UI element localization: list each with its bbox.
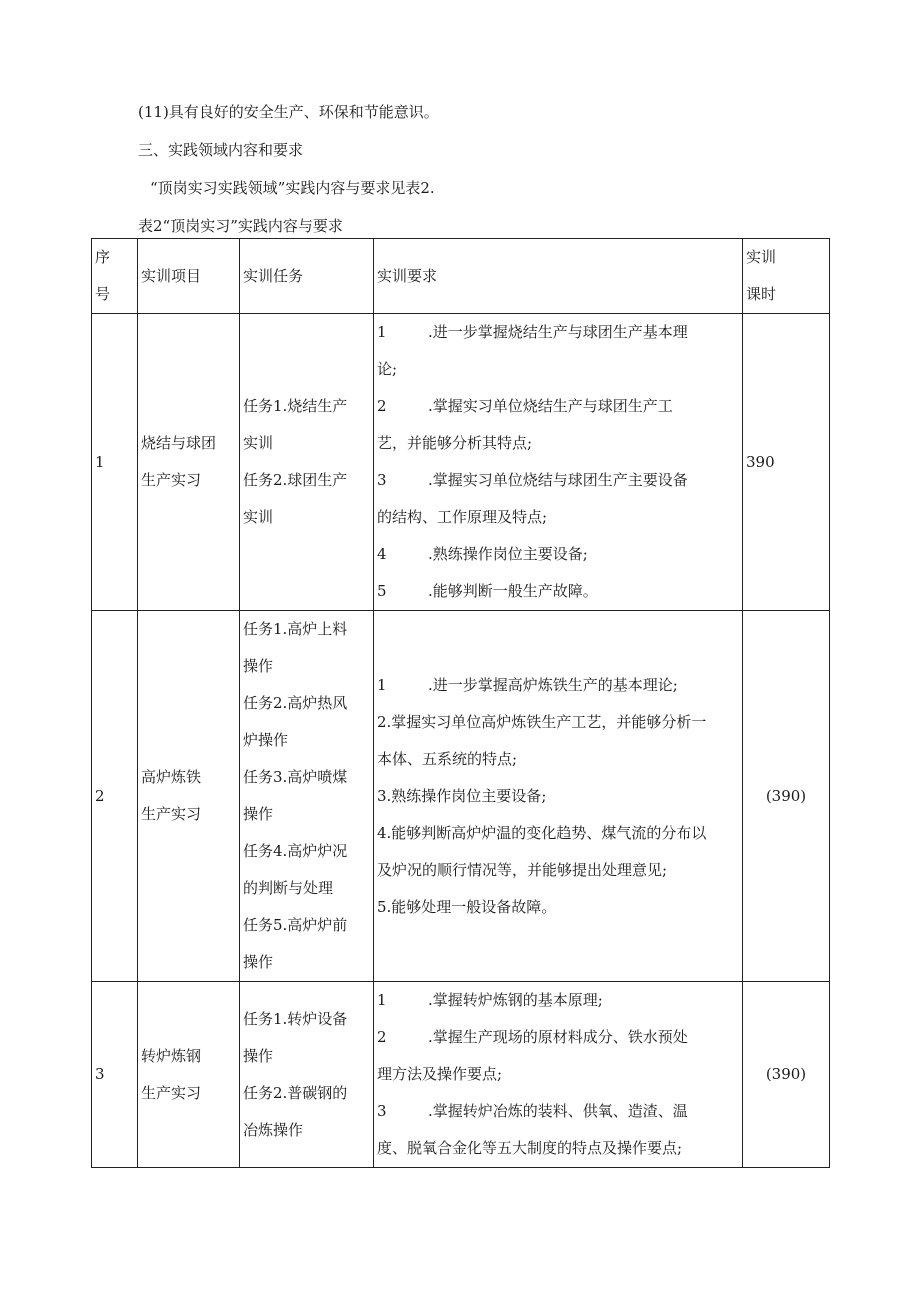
requirement-number: 1 — [377, 323, 387, 341]
table-row — [92, 314, 830, 611]
requirement-line — [377, 815, 742, 852]
requirement-line — [377, 1019, 742, 1056]
requirement-text: .掌握转炉炼钢的基本原理; — [428, 991, 603, 1009]
requirement-line — [377, 1056, 742, 1093]
requirement-line — [377, 778, 742, 815]
requirement-line — [377, 573, 742, 610]
cell-project: 转炉炼钢 生产实习 — [138, 982, 240, 1168]
requirement-text: 艺，并能够分析其特点; — [377, 434, 533, 452]
cell-hours: (390) — [743, 611, 830, 982]
requirement-line — [377, 351, 742, 388]
requirement-text: 2.掌握实习单位高炉炼铁生产工艺，并能够分析一 — [377, 712, 707, 731]
cell-task: 任务1.烧结生产 实训 任务2.球团生产 实训 — [240, 314, 374, 611]
requirement-text: .掌握转炉冶炼的装料、供氧、造渣、温 — [428, 1102, 688, 1120]
requirement-text: .掌握实习单位烧结与球团生产主要设备 — [428, 471, 688, 489]
cell-seq: 3 — [92, 982, 138, 1168]
header-task: 实训任务 — [240, 239, 374, 314]
requirement-line — [377, 499, 742, 536]
requirement-text: 5.能够处理一般设备故障。 — [377, 897, 557, 916]
requirement-number: 3 — [377, 471, 387, 489]
requirement-text: .熟练操作岗位主要设备; — [428, 545, 588, 563]
header-seq: 序 号 — [92, 239, 138, 314]
requirement-text: 度、脱氧合金化等五大制度的特点及操作要点; — [377, 1139, 683, 1157]
table-caption: 表2“顶岗实习”实践内容与要求 — [138, 217, 343, 235]
requirement-text: .进一步掌握烧结生产与球团生产基本理 — [428, 323, 688, 341]
requirement-line — [377, 1130, 742, 1167]
requirement-text: 论; — [377, 360, 398, 378]
requirement-number: 3 — [377, 1102, 387, 1120]
cell-seq: 2 — [92, 611, 138, 982]
cell-requirement — [374, 314, 743, 611]
table-header-row — [92, 239, 830, 314]
practice-content-table — [91, 238, 830, 1168]
cell-seq: 1 — [92, 314, 138, 611]
requirement-line — [377, 667, 742, 704]
header-project: 实训项目 — [138, 239, 240, 314]
requirement-number: 2 — [377, 397, 387, 415]
requirement-line — [377, 1093, 742, 1130]
paragraph-safety-awareness: (11)具有良好的安全生产、环保和节能意识。 — [138, 103, 439, 121]
requirement-line — [377, 982, 742, 1019]
requirement-text: 及炉况的顺行情况等，并能够提出处理意见; — [377, 860, 668, 879]
requirement-line — [377, 741, 742, 778]
requirement-line — [377, 704, 742, 741]
cell-hours: (390) — [743, 982, 830, 1168]
requirement-number: 1 — [377, 675, 387, 694]
requirement-text: 理方法及操作要点; — [377, 1065, 503, 1083]
requirement-line — [377, 314, 742, 351]
requirement-line — [377, 388, 742, 425]
table-row — [92, 611, 830, 982]
requirement-text: .掌握生产现场的原材料成分、铁水预处 — [428, 1028, 688, 1046]
paragraph-intro: “顶岗实习实践领域”实践内容与要求见表2. — [150, 179, 435, 197]
cell-requirement — [374, 611, 743, 982]
cell-hours: 390 — [743, 314, 830, 611]
requirement-line — [377, 889, 742, 926]
requirement-text: 的结构、工作原理及特点; — [377, 508, 548, 526]
cell-task: 任务1.高炉上料 操作 任务2.高炉热风 炉操作 任务3.高炉喷煤 操作 任务4.高炉炉况 的判断与处理 任务5.高炉炉前 操作 — [240, 611, 374, 982]
requirement-number: 5 — [377, 582, 387, 600]
requirement-text: .进一步掌握高炉炼铁生产的基本理论; — [428, 675, 678, 694]
header-requirement: 实训要求 — [374, 239, 743, 314]
requirement-text: 4.能够判断高炉炉温的变化趋势、煤气流的分布以 — [377, 823, 707, 842]
requirement-number: 1 — [377, 991, 387, 1009]
requirement-line — [377, 462, 742, 499]
cell-project: 高炉炼铁 生产实习 — [138, 611, 240, 982]
cell-task: 任务1.转炉设备 操作 任务2.普碳钢的 冶炼操作 — [240, 982, 374, 1168]
cell-requirement — [374, 982, 743, 1168]
requirement-line — [377, 425, 742, 462]
requirement-text: 3.熟练操作岗位主要设备; — [377, 786, 547, 805]
requirement-text: .掌握实习单位烧结生产与球团生产工 — [428, 397, 673, 415]
table-row — [92, 982, 830, 1168]
requirement-number: 2 — [377, 1028, 387, 1046]
requirement-number: 4 — [377, 545, 387, 563]
header-hours: 实训 课时 — [743, 239, 830, 314]
requirement-text: 本体、五系统的特点; — [377, 749, 518, 768]
cell-project: 烧结与球团 生产实习 — [138, 314, 240, 611]
section-heading: 三、实践领域内容和要求 — [138, 141, 304, 159]
requirement-line — [377, 536, 742, 573]
requirement-line — [377, 852, 742, 889]
requirement-text: .能够判断一般生产故障。 — [428, 582, 598, 600]
